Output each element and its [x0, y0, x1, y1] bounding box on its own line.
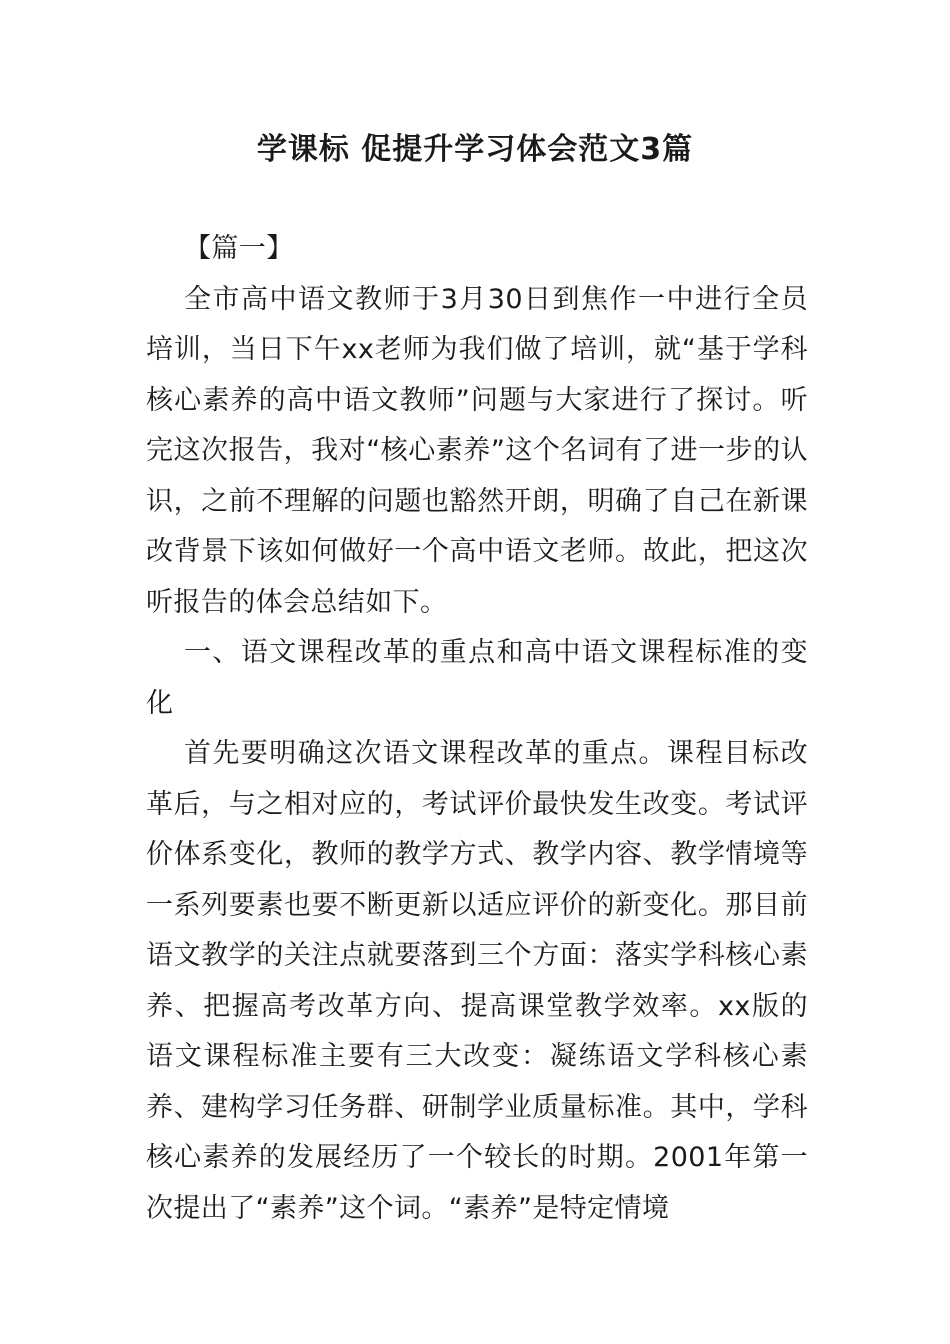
document-body	[146, 224, 808, 1234]
document-title: 学课标 促提升学习体会范文3篇	[256, 132, 694, 167]
section-heading-one: 一、语文课程改革的重点和高中语文课程标准的变化	[146, 637, 808, 719]
paragraph-reform: 首先要明确这次语文课程改革的重点。课程目标改革后，与之相对应的，考试评价最快发生改变。考试评价体系变化，教师的教学方式、教学内容、教学情境等一系列要素也要不断更新以适应评价的新变化。那目前语文教学的关注点就要落到三个方面：落实学科核心素养、把握高考改革方向、提高课堂教学效率。xx版的语文课程标准主要有三大改变：凝练语文学科核心素养、建构学习任务群、研制学业质量标准。其中，学科核心素养的发展经历了一个较长的时期。2001年第一次提出了“素养”这个词。“素养”是特定情境	[146, 738, 808, 1224]
paragraph-intro: 全市高中语文教师于3月30日到焦作一中进行全员培训，当日下午xx老师为我们做了培训，就“基于学科核心素养的高中语文教师”问题与大家进行了探讨。听完这次报告，我对“核心素养”这个名词有了进一步的认识，之前不理解的问题也豁然开朗，明确了自己在新课改背景下该如何做好一个高中语文老师。故此，把这次听报告的体会总结如下。	[146, 283, 808, 618]
section-label: 【篇一】	[184, 233, 294, 264]
